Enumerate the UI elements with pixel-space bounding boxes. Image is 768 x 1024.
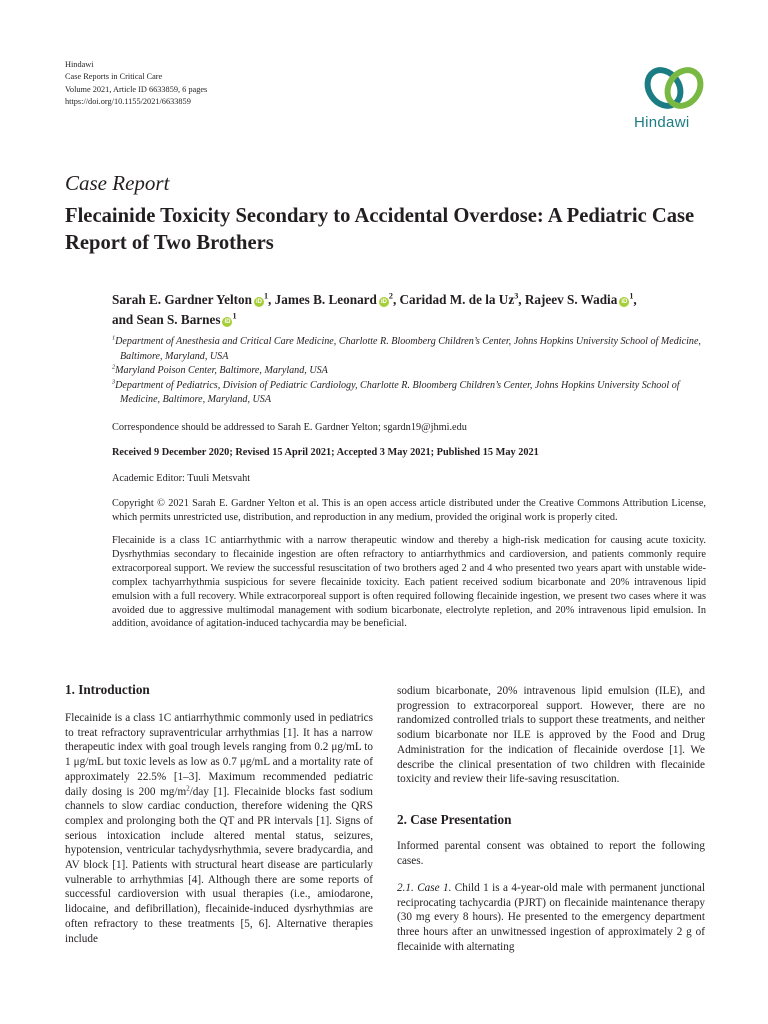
case1-label: 2.1. Case 1. [397,882,452,894]
journal-meta [65,59,207,109]
affiliation-number: 3 [112,378,116,386]
article-title: Flecainide Toxicity Secondary to Accidental Overdose: A Pediatric Case Report of Two Brothers [65,205,695,254]
author-affiliation-marker: 1 [263,291,269,301]
affiliations [112,335,712,408]
author [400,292,525,307]
author [275,292,400,307]
author-name[interactable]: Rajeev S. Wadia [524,292,618,307]
author-separator: , [518,292,525,307]
affiliation [112,364,712,379]
publication-dates: Received 9 December 2020; Revised 15 April 2021; Accepted 3 May 2021; Published 15 May 2021 [112,447,539,458]
case1-paragraph [397,881,705,955]
introduction-paragraph [65,711,373,946]
abstract [112,534,706,631]
hindawi-logo-word: Hindawi [634,114,690,131]
author-separator: , [268,292,275,307]
journal-name: Case Reports in Critical Care [65,72,163,82]
copyright-notice: Copyright © 2021 Sarah E. Gardner Yelton et al. This is an open access article distributed under the Creative Commons Attribution License, which permits unrestricted use, distribution, and reproduction in any medium, provided the original work is properly cited. [112,498,706,524]
affiliation-number: 1 [112,334,116,342]
doi-link[interactable]: https://doi.org/10.1155/2021/6633859 [65,97,191,107]
publisher-name: Hindawi [65,60,94,69]
case1-text: Child 1 is a 4-year-old male with permanent junctional reciprocating tachycardia (PJRT) on flecainide maintenance therapy (30 mg every 8 hours). He presented to the emergency department three hours after an unwitnessed ingestion of approximately 2 g of flecainide with alternating [397,882,705,953]
orcid-icon[interactable]: iD [380,299,387,305]
orcid-icon[interactable]: iD [224,319,231,325]
correspondence: Correspondence should be addressed to Sarah E. Gardner Yelton; sgardn19@jhmi.edu [112,422,467,433]
author-affiliation-marker: 2 [388,291,393,301]
abstract-text: Flecainide is a class 1C antiarrhythmic with a narrow therapeutic window and thereby a high-risk medication for causing acute toxicity. Dysrhythmias secondary to flecainide ingestion are often refractory to antiarrhythmics and cardioversion, and patients commonly require extracorporeal support. We review the successful resuscitation of two brothers aged 2 and 4 who presented two years apart with unstable wide-complex tachyarrhythmia suspicious for severe flecainide toxicity. Each patient received sodium bicarbonate and 20% intravenous lipid emulsion with a full recovery. While extracorporeal support is often required following flecainide ingestion, we present two cases where it was avoided due to aggressive multimodal management with sodium bicarbonate, electrolyte repletion, and 20% intravenous lipid emulsion. In addition, avoidance of agitation-induced tachycardia may be beneficial. [112,535,706,630]
volume-line: Volume 2021, Article ID 6633859, 6 pages [65,84,208,94]
affiliation-text: Maryland Poison Center, Baltimore, Maryland, USA [115,365,328,377]
superscript: 2 [186,783,190,792]
affiliation [112,335,712,364]
author-list [112,290,722,330]
author-affiliation-marker: 1 [232,311,237,321]
author-affiliation-marker: 1 [629,291,634,301]
author-name[interactable]: James B. Leonard [274,292,377,307]
author-affiliation-marker: 3 [514,291,519,301]
affiliation [112,379,712,408]
section-heading-introduction: 1. Introduction [65,682,150,697]
section-heading-case-presentation: 2. Case Presentation [397,812,512,827]
author-name[interactable]: and Sean S. Barnes [112,312,221,327]
affiliation-number: 2 [112,363,116,371]
author [525,292,637,307]
affiliation-text: Department of Pediatrics, Division of Pediatric Cardiology, Charlotte R. Bloomberg Children’s Center, Johns Hopkins University School of Medicine, Baltimore, Maryland, USA [115,379,680,406]
author-separator: , [633,292,637,307]
author-name[interactable]: Sarah E. Gardner Yelton [112,292,252,307]
article-type: Case Report [65,171,170,195]
author [112,292,275,307]
intro-text-continued: sodium bicarbonate, 20% intravenous lipid emulsion (ILE), and progression to extracorporeal support. However, there are no randomized controlled trials to support these treatments, and neither sodium bicarbonate nor ILE is approved by the Food and Drug Administration for the indication of flecainide overdose [1]. We describe the clinical presentation of two children with flecainide toxicity and review their life-saving resuscitation. [397,685,705,786]
intro-text-part: /day [1]. Flecainide blocks fast sodium channels to slow cardiac conduction, therefore widening the QRS complex and prolonging both the QT and PR intervals [1]. Signs of serious intoxication include altered mental status, seizures, hypotension, ventricular tachydysrhythmia, severe bradycardia, and AV block [1]. Patients with structural heart disease are particularly vulnerable to arrhythmias [4]. Although there are some reports of successful cardioversion with usual therapies (i.e., amiodarone, lidocaine, and defibrillation), flecainide-induced dysrhythmias are often refractory to these treatments [5, 6]. Alternative therapies include [65,785,373,945]
author-name[interactable]: Caridad M. de la Uz [399,292,515,307]
author [112,312,237,327]
author-separator: , [392,292,400,307]
consent-paragraph: Informed parental consent was obtained to report the following cases. [397,840,705,867]
academic-editor: Academic Editor: Tuuli Metsvaht [112,473,251,484]
orcid-icon[interactable]: iD [255,299,262,305]
introduction-paragraph-continued [397,684,705,787]
orcid-icon[interactable]: iD [621,299,628,305]
affiliation-text: Department of Anesthesia and Critical Care Medicine, Charlotte R. Bloomberg Children’s Center, Johns Hopkins University School of Medicine, Baltimore, Maryland, USA [115,336,701,362]
intro-text-part: Flecainide is a class 1C antiarrhythmic commonly used in pediatrics to treat refractory supraventricular arrhythmias [1]. It has a narrow therapeutic index with goal trough levels ranging from 0.2 μg/mL to 1 μg/mL but toxic levels as low as 0.7 μg/mL and a mortality rate of approximately 22.5% [1–3]. Maximum recommended pediatric daily dosing is 200 mg/m [65,712,373,798]
